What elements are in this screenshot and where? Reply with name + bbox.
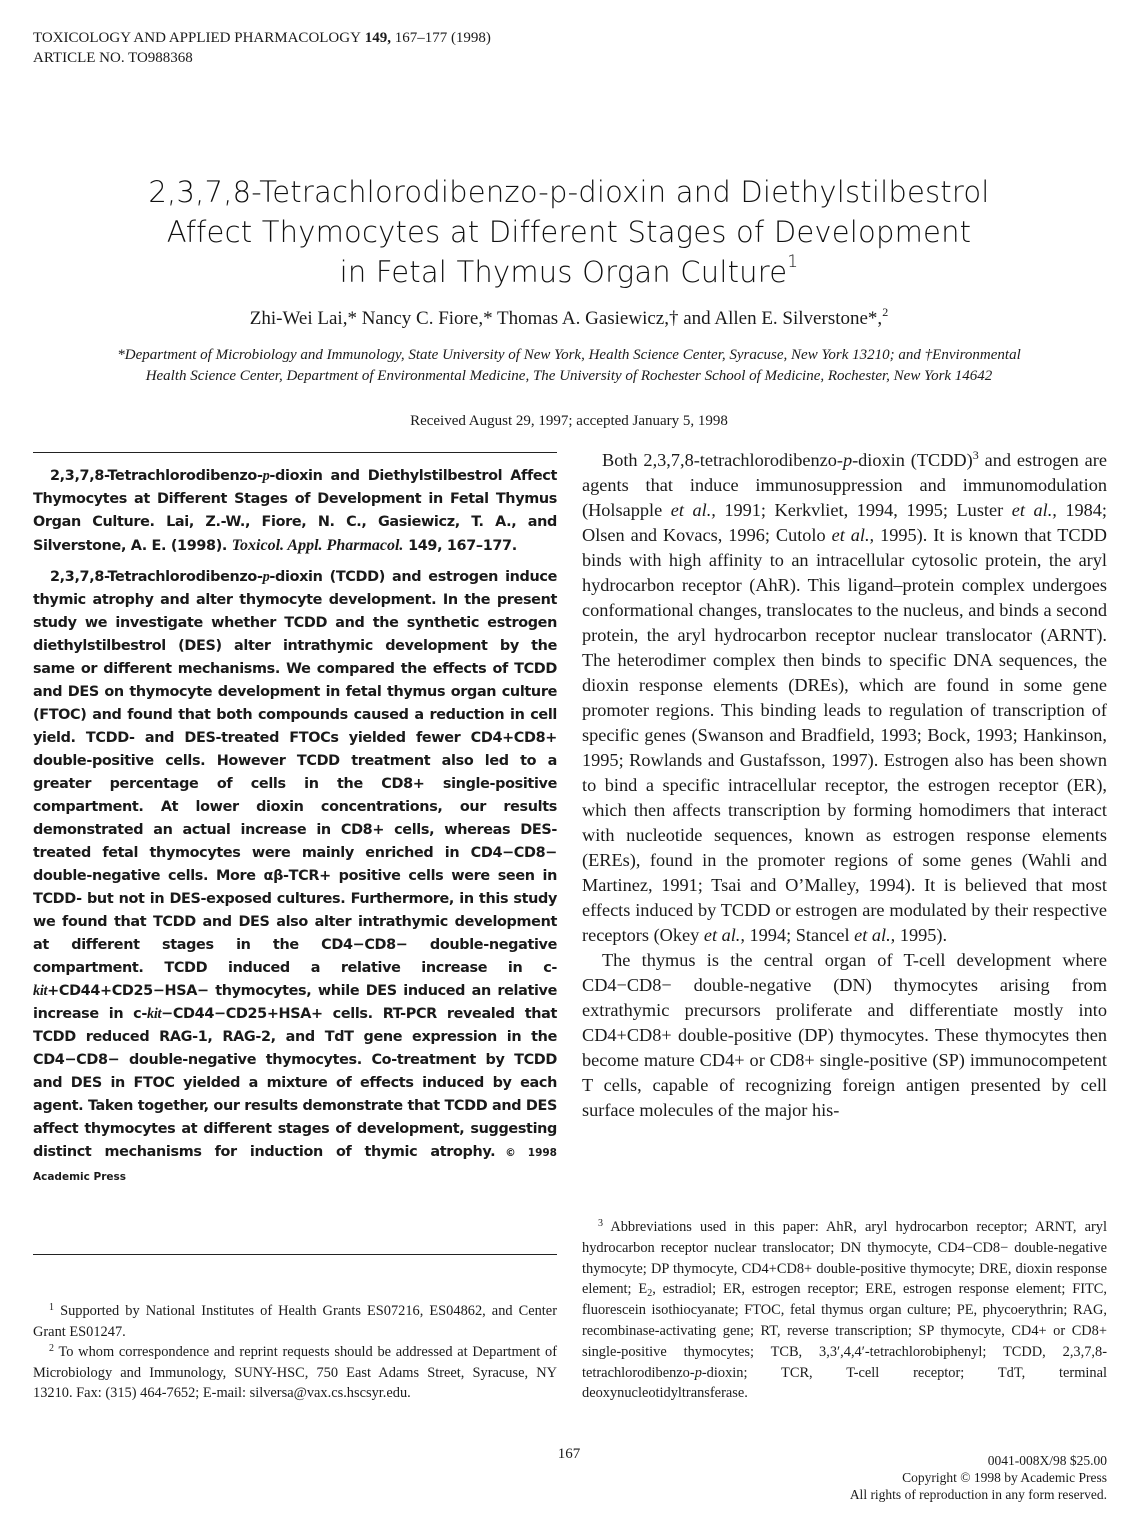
citation-title-part: 2,3,7,8-Tetrachlorodibenzo- [50,468,263,484]
body-italic-etal: et al., [854,925,896,945]
footnote-3-paragraph [582,1217,1107,1404]
footnote-2-text: To whom correspondence and reprint requests should be addressed at Department of Microbiology and Immunology, SUNY-HSC, 750 East Adams Street, Syracuse, NY 13210. Fax: (315) 464-7652; E-mail: silversa@vax.cs.hscsyr.edu. [33,1344,557,1401]
abstract-citation [33,465,557,558]
summary-part-b: -dioxin (TCDD) and estrogen induce thymic atrophy and alter thymocyte development. In the present study we investigate whether TCDD and the synthetic estrogen diethylstilbestrol (DES) alter intrathymic development by the same or different mechanisms. We compared the effects of TCDD and DES on thymocyte development in fetal thymus organ culture (FTOC) and found that both compounds caused a reduction in cell yield. TCDD- and DES-treated FTOCs yielded fewer CD4+CD8+ double-positive cells. However TCDD treatment also led to a greater percentage of cells in the CD8+ single-positive compartment. At lower dioxin concentrations, our results demonstrated an actual increase in CD8+ cells, whereas DES-treated fetal thymocytes were mainly enriched in CD4−CD8− double-negative cells. More αβ-TCR+ positive cells were seen in TCDD- but not in DES-exposed cultures. Furthermore, in this study we found that TCDD and DES also alter intrathymic development at different stages in the CD4−CD8− double-negative compartment. TCDD induced a relative increase in c- [33,569,557,976]
authors-text: Zhi-Wei Lai,* Nancy C. Fiore,* Thomas A. Gasiewicz,† and Allen E. Silverstone*, [249,308,883,329]
title-line-3-text: in Fetal Thymus Organ Culture [339,255,788,289]
footnotes-left [33,1301,557,1404]
citation-journal: Toxicol. Appl. Pharmacol. [231,537,404,554]
summary-part-c: +CD44+CD25−HSA− thymocytes, while DES induced an relative increase in c- [33,983,557,1022]
body-text-run: -dioxin (TCDD) [852,450,973,470]
affiliation-line-1: *Department of Microbiology and Immunology, State University of New York, Health Science Center, Syracuse, New York 13210; and †Environmental [117,347,1021,363]
running-head [33,28,491,68]
abstract-top-rule [33,452,557,453]
body-footnote-mark: 3 [972,448,979,462]
body-italic-etal: et al., [703,925,745,945]
author-list [0,305,1138,330]
journal-volume: 149, [364,30,391,46]
footnote-1-mark: 1 [49,1302,54,1313]
article-id: TO988368 [128,50,193,66]
footnote-3-italic-p: p [694,1364,702,1381]
affiliation-line-2: Health Science Center, Department of Environmental Medicine, The University of Rochester School of Medicine, Rochester, New York 14642 [145,368,993,384]
title-line-1: 2,3,7,8-Tetrachlorodibenzo-p-dioxin and Diethylstilbestrol [148,175,990,209]
body-italic-etal: et al., [670,500,716,520]
article-number-line [33,48,491,68]
footnote-3-text: Abbreviations used in this paper: AhR, aryl hydrocarbon receptor; ARNT, aryl hydrocarbon receptor nuclear translocator; DN thymocyte, CD4−CD8− double-negative thymocyte; DP thymocyte, CD4+CD8+ double-positive thymocyte; DRE, dioxin response element; E [582,1219,1107,1298]
article-title [0,172,1138,292]
body-text [582,448,1107,1123]
body-italic-etal: et al., [1011,500,1057,520]
footnote-3-text: -dioxin; TCR, T-cell receptor; TdT, terminal deoxynucleotidyltransferase. [582,1364,1107,1402]
footnote-2 [33,1342,557,1404]
title-footnote-mark: 1 [787,252,799,272]
received-dates: Received August 29, 1997; accepted January 5, 1998 [410,413,728,429]
body-italic-p: p [842,450,853,470]
citation-volume-pages: 149, 167–177. [408,538,517,554]
title-line-2: Affect Thymocytes at Different Stages of Development [166,215,972,249]
abstract-summary [33,566,557,1189]
article-label: ARTICLE NO. [33,50,125,66]
author-footnote-mark: 2 [882,305,889,319]
publisher-rights-line: All rights of reproduction in any form reserved. [849,1487,1107,1502]
footnote-3-text: , estradiol; ER, estrogen receptor; ERE, estrogen response element; FITC, fluorescein isothiocyanate; FTOC, fetal thymus organ culture; PE, phycoerythrin; RAG, recombinase-activating gene; RT, reverse transcription; SP thymocyte, CD4+ or CD8+ single-positive thymocytes; TCB, 3,3′,4,4′-tetrachlorobiphenyl; TCDD, 2,3,7,8-tetrachlorodibenzo- [582,1281,1108,1381]
body-italic-etal: et al., [831,525,875,545]
footnote-3-mark: 3 [598,1218,603,1229]
journal-pages-year: 167–177 (1998) [394,30,491,46]
body-text-run: 1991; Kerkvliet, 1994, 1995; Luster [715,500,1012,520]
page-number: 167 [557,1446,581,1462]
footnote-3-subscript: 2 [647,1288,653,1300]
body-text-run: 1995). It is known that TCDD binds with high affinity to an intracellular cytosolic protein, the aryl hydrocarbon receptor (AhR). This ligand–protein complex undergoes conformational changes, translocates to the nucleus, and binds a second protein, the aryl hydrocarbon receptor nuclear translocator (ARNT). The heterodimer complex then binds to specific DNA sequences, the dioxin response elements (DREs), which are found in some gene promoter regions. This binding leads to regulation of transcription of specific genes (Swanson and Bradfield, 1993; Bock, 1993; Hankinson, 1995; Rowlands and Gustafsson, 1997). Estrogen also has been shown to bind a specific intracellular receptor, the estrogen receptor (ER), which then affects transcription by forming homodimers that interact with nucleotide sequences, known as estrogen response elements (EREs), found in the promoter regions of some genes (Wahli and Martinez, 1991; Tsai and O’Malley, 1994). It is believed that most effects induced by TCDD or estrogen are modulated by their respective receptors (Okey [582,525,1108,945]
abstract-copyright: © 1998 Academic Press [33,1147,557,1183]
abstract [33,465,557,1189]
summary-part-a: 2,3,7,8-Tetrachlorodibenzo- [50,569,263,585]
footnote-1 [33,1301,557,1342]
summary-italic-kit: kit [146,1006,162,1022]
body-paragraph-2: The thymus is the central organ of T-cell development where CD4−CD8− double-negative (DN) thymocytes arising from extrathymic precursors proliferate and differentiate mostly into CD4+CD8+ double-positive (DP) thymocytes. These thymocytes then become mature CD4+ or CD8+ single-positive (SP) immunocompetent T cells, capable of recognizing foreign antigen presented by cell surface molecules of the major his- [582,950,1107,1120]
publisher-info [850,1452,1107,1503]
footnote-2-mark: 2 [49,1343,54,1354]
summary-italic-kit: kit [33,983,48,999]
body-text-run: 1995). [895,925,948,945]
summary-part-d: −CD44−CD25+HSA+ cells. RT-PCR revealed that TCDD reduced RAG-1, RAG-2, and TdT gene expression in the CD4−CD8− double-negative thymocytes. Co-treatment by TCDD and DES in FTOC yielded a mixture of effects induced by each agent. Taken together, our results demonstrate that TCDD and DES affect thymocytes at different stages of development, suggesting distinct mechanisms for induction of thymic atrophy. [33,1006,558,1160]
body-text-run: and estrogen are agents that induce immunosuppression and immunomodulation (Holsapple [582,450,1108,520]
body-text-run: Both 2,3,7,8-tetrachlorodibenzo- [602,450,843,470]
summary-italic-p: p [262,569,270,585]
body-paragraph-1 [582,448,1107,948]
citation-authors: -dioxin and Diethylstilbestrol Affect Thymocytes at Different Stages of Development in Fetal Thymus Organ Culture. Lai, Z.-W., Fiore, N. C., Gasiewicz, T. A., and Silverstone, A. E. (1998). [33,468,557,554]
publisher-price-line: 0041-008X/98 $25.00 [987,1453,1107,1468]
citation-italic-p: p [262,468,270,484]
affiliations [30,345,1108,387]
footnote-3 [582,1217,1107,1404]
journal-name: TOXICOLOGY AND APPLIED PHARMACOLOGY [33,30,361,46]
publisher-copyright-line: Copyright © 1998 by Academic Press [902,1470,1107,1485]
body-text-run: 1994; Stancel [744,925,855,945]
body-text-run: 1984; Olsen and Kovacs, 1996; Cutolo [582,500,1108,545]
footnote-1-text: Supported by National Institutes of Health Grants ES07216, ES04862, and Center Grant ES01247. [33,1303,557,1340]
abstract-bottom-rule [33,1254,557,1255]
title-line-3 [0,252,1138,292]
journal-citation-line [33,28,491,48]
